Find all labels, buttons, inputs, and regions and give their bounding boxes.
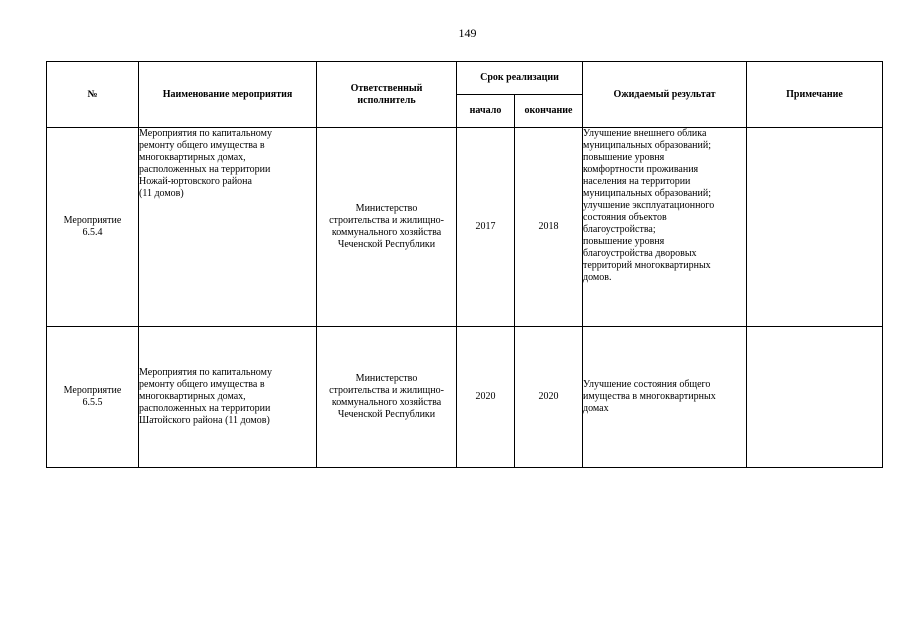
activity-name: Мероприятия по капитальному ремонту общего имущества в многоквартирных домах, расположенных на территории Ножай-юртовского района (11 домов) — [139, 128, 317, 327]
activity-end: 2020 — [515, 327, 583, 468]
header-row — [47, 62, 883, 95]
activity-start: 2017 — [457, 128, 515, 327]
header-start: начало — [457, 95, 515, 128]
table-row — [47, 128, 883, 327]
header-note: Примечание — [747, 62, 883, 128]
activities-table — [46, 61, 883, 468]
activity-number: Мероприятие 6.5.4 — [47, 128, 139, 327]
activity-end: 2018 — [515, 128, 583, 327]
activity-responsible: Министерство строительства и жилищно- коммунального хозяйства Чеченской Республики — [317, 128, 457, 327]
activity-number: Мероприятие 6.5.5 — [47, 327, 139, 468]
header-name: Наименование мероприятия — [139, 62, 317, 128]
activity-start: 2020 — [457, 327, 515, 468]
header-num: № — [47, 62, 139, 128]
activity-name: Мероприятия по капитальному ремонту общего имущества в многоквартирных домах, расположенных на территории Шатойского района (11 домов) — [139, 327, 317, 468]
activity-note — [747, 128, 883, 327]
activity-result: Улучшение внешнего облика муниципальных образований; повышение уровня комфортности проживания населения на территории муниципальных образований; улучшение эксплуатационного состояния объектов благоустройства; повышение уровня благоустройства дворовых территорий многоквартирных домов. — [583, 128, 747, 327]
table-row — [47, 327, 883, 468]
header-period: Срок реализации — [457, 62, 583, 95]
header-responsible: Ответственный исполнитель — [317, 62, 457, 128]
activity-note — [747, 327, 883, 468]
header-end: окончание — [515, 95, 583, 128]
activity-result: Улучшение состояния общего имущества в многоквартирных домах — [583, 327, 747, 468]
page-number: 149 — [458, 26, 477, 40]
header-result: Ожидаемый результат — [583, 62, 747, 128]
activity-responsible: Министерство строительства и жилищно- коммунального хозяйства Чеченской Республики — [317, 327, 457, 468]
